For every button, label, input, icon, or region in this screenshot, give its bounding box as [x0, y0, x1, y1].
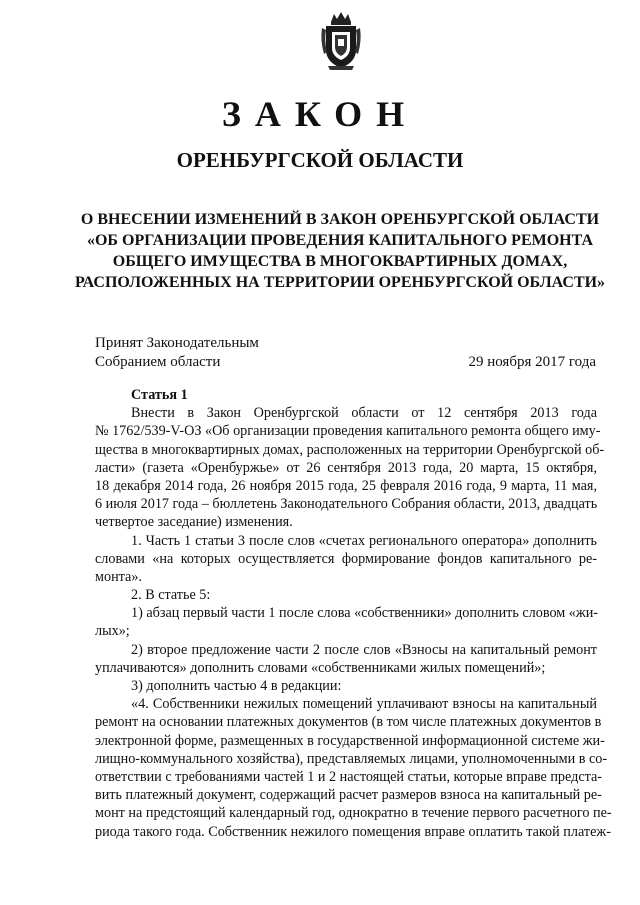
- subject-line: РАСПОЛОЖЕННЫХ НА ТЕРРИТОРИИ ОРЕНБУРГСКОЙ ОБЛАСТИ»: [74, 274, 606, 291]
- body-line: 3) дополнить частью 4 в редакции:: [131, 678, 342, 694]
- region-title: ОРЕНБУРГСКОЙ ОБЛАСТИ: [176, 148, 464, 172]
- body-line: лищно-коммунального хозяйства), представляемых лицами, уполномоченными в со-: [95, 750, 608, 767]
- body-line: «4. Собственники нежилых помещений уплачивают взносы на капитальный: [131, 696, 597, 713]
- body-line: 2) второе предложение части 2 после слов «Взносы на капитальный ремонт: [131, 641, 597, 658]
- article-heading: Статья 1: [131, 387, 188, 403]
- body-line: 2. В статье 5:: [131, 587, 211, 604]
- body-line: монта».: [95, 568, 142, 585]
- law-title: ЗАКОН: [221, 94, 419, 134]
- body-line: уплачиваются» дополнить словами «собственниками жилых помещений»;: [95, 659, 546, 676]
- law-subject: [60, 209, 620, 293]
- subject-line: «ОБ ОРГАНИЗАЦИИ ПРОВЕДЕНИЯ КАПИТАЛЬНОГО РЕМОНТА: [86, 232, 594, 249]
- body-line: монт на предстоящий календарный год, однократно в течение первого расчетного пе-: [95, 805, 612, 822]
- body-line: электронной форме, размещенных в государственной информационной системе жи-: [95, 732, 605, 749]
- adoption-date: 29 ноября 2017 года: [468, 354, 596, 370]
- body-line: 18 декабря 2014 года, 26 ноября 2015 года, 25 февраля 2016 года, 9 марта, 11 мая,: [95, 477, 597, 494]
- body-line: вить платежный документ, содержащий расчет размеров взноса на капитальный ре-: [95, 787, 602, 804]
- body-line: щества в многоквартирных домах, расположенных на территории Оренбургской об-: [95, 441, 605, 458]
- body-line: риода такого года. Собственник нежилого помещения вправе оплатить такой платеж-: [95, 823, 611, 840]
- adoption-line: Собранием области: [95, 354, 221, 370]
- adoption-statement: [95, 334, 259, 372]
- body-line: ответствии с требованиями частей 1 и 2 настоящей статьи, которые вправе предста-: [95, 768, 603, 785]
- adoption-line: Принят Законодательным: [95, 335, 259, 351]
- body-line: № 1762/539-V-ОЗ «Об организации проведения капитального ремонта общего иму-: [95, 423, 601, 440]
- body-line: 1. Часть 1 статьи 3 после слов «счетах регионального оператора» дополнить: [131, 532, 597, 549]
- subject-line: О ВНЕСЕНИИ ИЗМЕНЕНИЙ В ЗАКОН ОРЕНБУРГСКОЙ ОБЛАСТИ: [80, 211, 600, 228]
- body-line: ремонт на основании платежных документов (в том числе платежных документов в: [95, 714, 602, 731]
- coat-of-arms-emblem: [318, 10, 364, 72]
- body-line: словами «на которых осуществляется формирование фондов капитального ре-: [95, 550, 597, 567]
- document-body: [95, 386, 612, 841]
- body-line: Внести в Закон Оренбургской области от 12 сентября 2013 года: [131, 405, 597, 422]
- body-line: 6 июля 2017 года – бюллетень Законодательного Собрания области, 2013, двадцать: [95, 496, 598, 513]
- body-line: 1) абзац первый части 1 после слова «собственники» дополнить словом «жи-: [131, 605, 599, 622]
- body-line: лых»;: [95, 623, 130, 640]
- subject-line: ОБЩЕГО ИМУЩЕСТВА В МНОГОКВАРТИРНЫХ ДОМАХ,: [112, 253, 568, 270]
- body-line: четвертое заседание) изменения.: [95, 514, 293, 531]
- body-line: ласти» (газета «Оренбуржье» от 26 сентября 2013 года, 20 марта, 15 октября,: [95, 459, 597, 476]
